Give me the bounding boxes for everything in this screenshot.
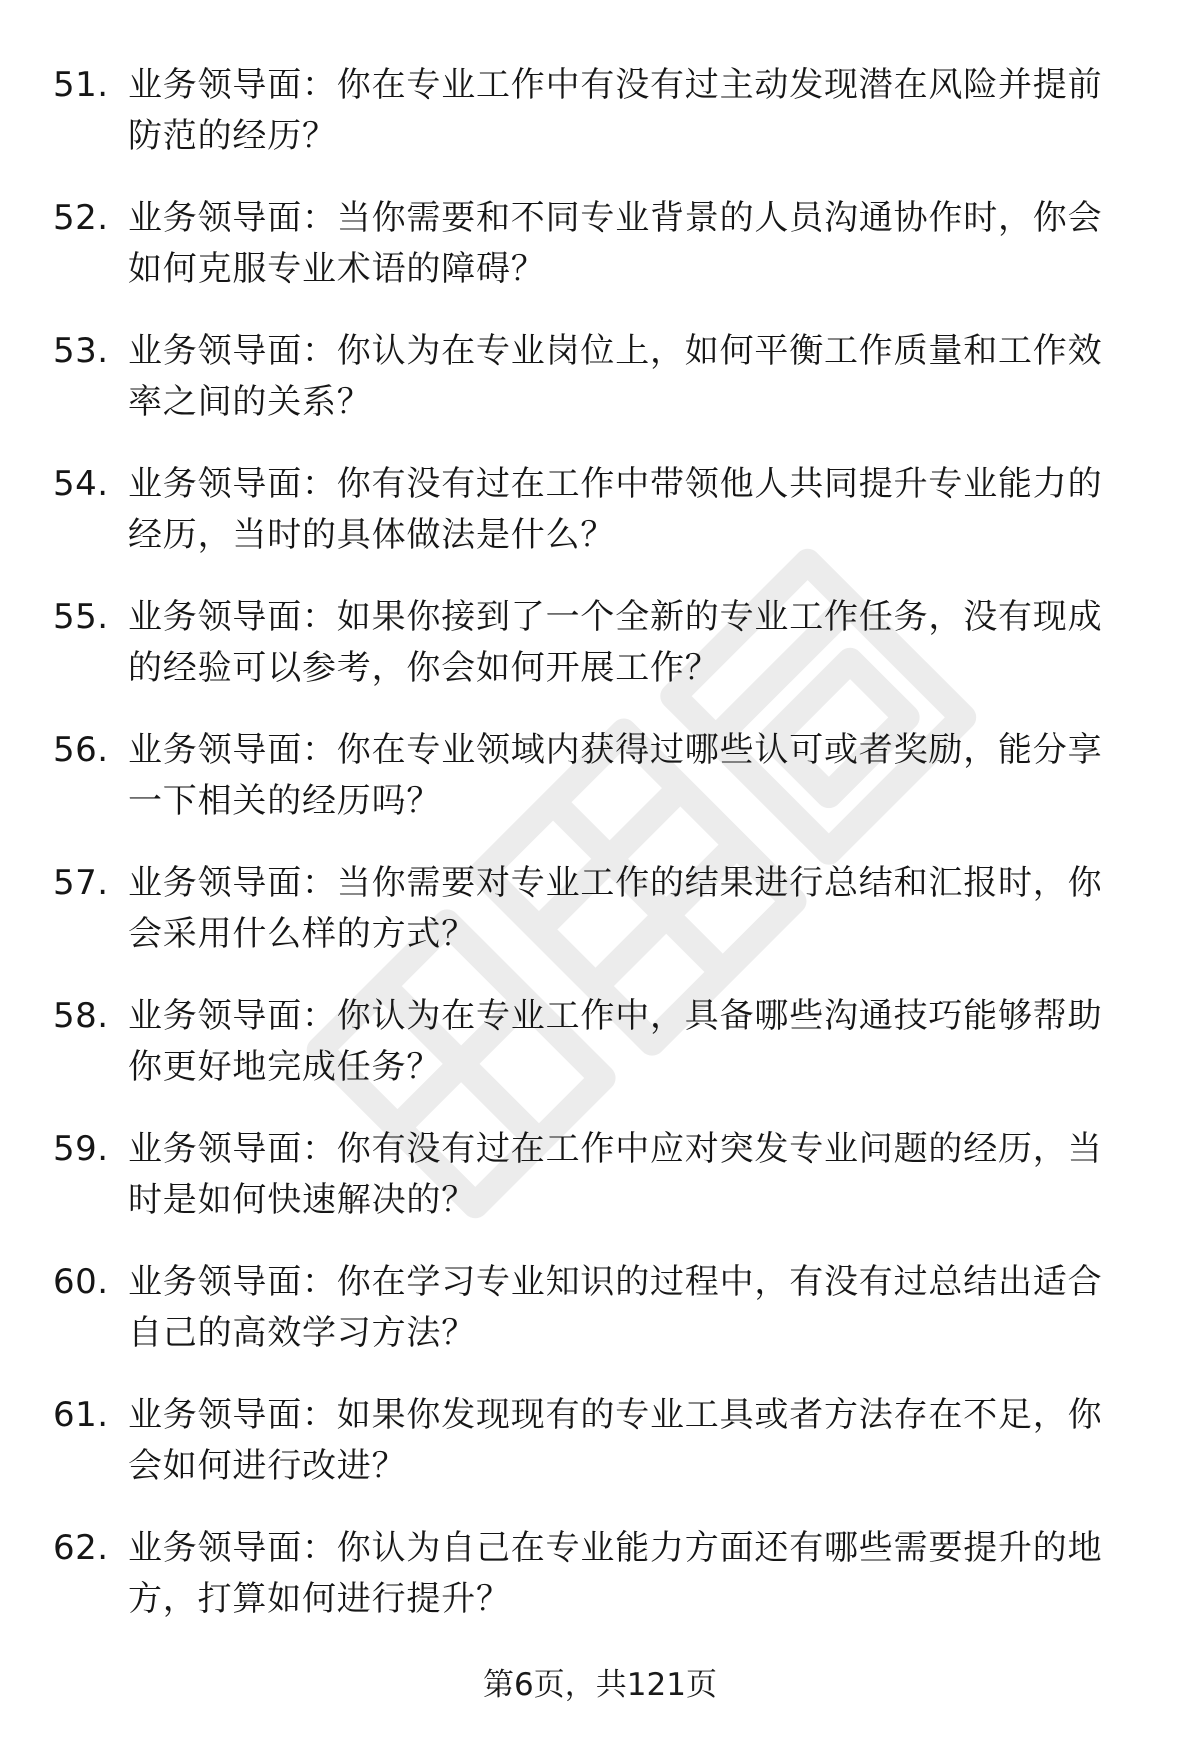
list-item — [0, 1523, 1200, 1624]
list-item — [0, 326, 1200, 427]
question-text: 业务领导面：如果你接到了一个全新的专业工作任务，没有现成的经验可以参考，你会如何开展工作？ — [128, 597, 1103, 688]
question-text: 业务领导面：你有没有过在工作中应对突发专业问题的经历，当时是如何快速解决的？ — [128, 1129, 1103, 1220]
list-item — [0, 858, 1200, 959]
question-list — [0, 60, 1200, 1656]
list-item — [0, 1257, 1200, 1358]
list-item — [0, 1124, 1200, 1225]
question-number: 52. — [53, 198, 109, 238]
question-text: 业务领导面：如果你发现现有的专业工具或者方法存在不足，你会如何进行改进？ — [128, 1395, 1103, 1486]
list-item — [0, 725, 1200, 826]
question-text: 业务领导面：你认为在专业岗位上，如何平衡工作质量和工作效率之间的关系？ — [128, 331, 1103, 422]
question-number: 53. — [53, 331, 109, 371]
list-item — [0, 592, 1200, 693]
question-number: 61. — [53, 1395, 109, 1435]
question-number: 55. — [53, 597, 109, 637]
question-text: 业务领导面：你有没有过在工作中带领他人共同提升专业能力的经历，当时的具体做法是什么？ — [128, 464, 1103, 555]
list-item — [0, 991, 1200, 1092]
list-item — [0, 1390, 1200, 1491]
question-text: 业务领导面：你在专业领域内获得过哪些认可或者奖励，能分享一下相关的经历吗？ — [128, 730, 1103, 821]
question-text: 业务领导面：你认为在专业工作中，具备哪些沟通技巧能够帮助你更好地完成任务？ — [128, 996, 1103, 1087]
question-number: 59. — [53, 1129, 109, 1169]
question-text: 业务领导面：当你需要对专业工作的结果进行总结和汇报时，你会采用什么样的方式？ — [128, 863, 1103, 954]
question-number: 57. — [53, 863, 109, 903]
list-item — [0, 193, 1200, 294]
question-text: 业务领导面：当你需要和不同专业背景的人员沟通协作时，你会如何克服专业术语的障碍？ — [128, 198, 1103, 289]
question-number: 62. — [53, 1528, 109, 1568]
question-number: 60. — [53, 1262, 109, 1302]
question-text: 业务领导面：你在学习专业知识的过程中，有没有过总结出适合自己的高效学习方法？ — [128, 1262, 1103, 1353]
question-text: 业务领导面：你在专业工作中有没有过主动发现潜在风险并提前防范的经历？ — [128, 65, 1103, 156]
list-item — [0, 60, 1200, 161]
page-number: 第6页，共121页 — [483, 1667, 717, 1703]
question-number: 58. — [53, 996, 109, 1036]
question-text: 业务领导面：你认为自己在专业能力方面还有哪些需要提升的地方，打算如何进行提升？ — [128, 1528, 1103, 1619]
list-item — [0, 459, 1200, 560]
question-number: 51. — [53, 65, 109, 105]
question-number: 56. — [53, 730, 109, 770]
question-number: 54. — [53, 464, 109, 504]
